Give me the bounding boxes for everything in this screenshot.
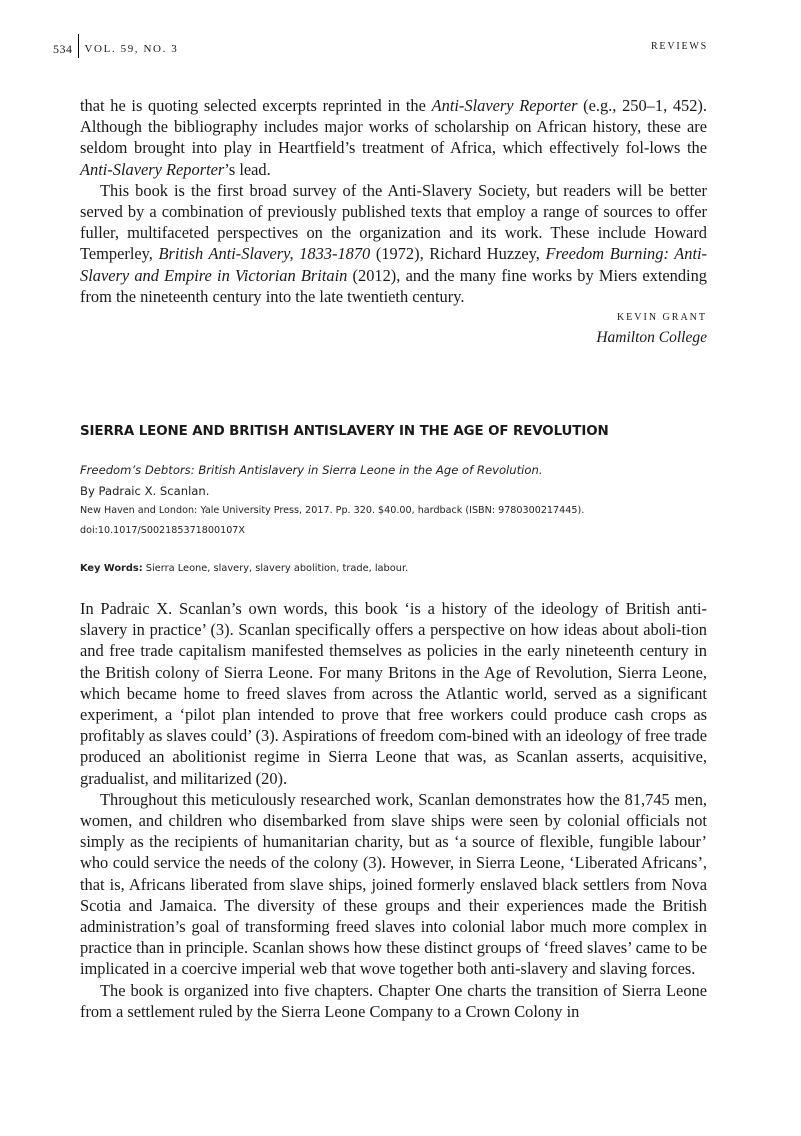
previous-review-body bbox=[80, 95, 707, 307]
running-head bbox=[53, 38, 708, 58]
running-head-left bbox=[53, 40, 178, 58]
previous-review-paragraph bbox=[80, 180, 707, 307]
text-run: (e.g., 250–1, 452). Although the bibliography includes major works of scholarship on African history, these are seldom brought into play in Heartfield’s treatment of Africa, which effectively fol-lows the bbox=[80, 96, 707, 158]
italic-title: British Anti-Slavery, 1833-1870 bbox=[158, 244, 371, 264]
reviewer-institution: Hamilton College bbox=[596, 329, 707, 346]
review-heading: SIERRA LEONE AND BRITISH ANTISLAVERY IN THE AGE OF REVOLUTION bbox=[80, 424, 609, 439]
text-run: that he is quoting selected excerpts reprinted in the bbox=[80, 96, 432, 115]
text-run: This book is the first broad survey of the Anti-Slavery Society, but readers will be better served by a combination of previously published texts that employ a range of sources to offer fuller, multifaceted perspectives on the organization and its work. These include Howard Temperley, bbox=[80, 180, 707, 264]
reviewer-name: KEVIN GRANT bbox=[616, 312, 707, 323]
previous-review-paragraph bbox=[80, 95, 707, 180]
review-paragraph: Throughout this meticulously researched work, Scanlan demonstrates how the 81,745 men, women, and children who disembarked from slave ships were seen by colonial officials not simply as the recipients of humanitarian charity, but as ‘a source of flexible, fungible labour’ who could service the needs of the colony (3). However, in Sierra Leone, ‘Liberated Africans’, that is, Africans liberated from slave ships, joined formerly enslaved black settlers from Nova Scotia and Jamaica. The diversity of these groups and their experiences made the British administration’s goal of transforming freed slaves into colonial labor much more complex in practice than in principle. Scanlan shows how these distinct groups of ‘freed slaves’ came to be implicated in a coercive imperial web that wove together both anti-slavery and slaving forces. bbox=[80, 789, 707, 979]
italic-title: Freedom Burning: Anti-Slavery and Empire in Victorian Britain bbox=[80, 244, 708, 285]
doi: doi:10.1017/S002185371800107X bbox=[80, 525, 245, 536]
text-run: ’s lead. bbox=[224, 159, 271, 179]
review-paragraph: In Padraic X. Scanlan’s own words, this book ‘is a history of the ideology of British anti-slavery in practice’ (3). Scanlan specifically offers a perspective on how ideas about aboli-tion and free trade capitalism manifested themselves as policies in the early nineteenth century in the British colony of Sierra Leone. For many Britons in the Age of Revolution, Sierra Leone, which became home to freed slaves from across the Atlantic world, served as a significant experiment, a ‘pilot plan intended to prove that free workers could produce cash crops as profitably as slaves could’ (3). Aspirations of freedom com-bined with an ideology of free trade produced an abolitionist regime in Sierra Leone that was, as Scanlan asserts, acquisitive, gradualist, and militarized (20). bbox=[80, 599, 707, 788]
review-paragraph: The book is organized into five chapters. Chapter One charts the transition of Sierra Leone from a settlement ruled by the Sierra Leone Company to a Crown Colony in bbox=[80, 980, 707, 1021]
reviewer-signature bbox=[80, 308, 707, 348]
book-author: By Padraic X. Scanlan. bbox=[80, 484, 210, 498]
keywords-list: Sierra Leone, slavery, slavery abolition, trade, labour. bbox=[145, 563, 409, 574]
keywords bbox=[80, 563, 408, 574]
book-title: Freedom’s Debtors: British Antislavery in Sierra Leone in the Age of Revolution. bbox=[80, 463, 543, 477]
italic-title: Anti-Slavery Reporter bbox=[431, 96, 578, 115]
keywords-label: Key Words: bbox=[80, 563, 143, 574]
volume-info: VOL. 59, NO. 3 bbox=[84, 43, 179, 55]
page-number: 534 bbox=[53, 41, 73, 56]
italic-title: Anti-Slavery Reporter bbox=[80, 159, 225, 179]
section-name: REVIEWS bbox=[650, 41, 708, 52]
text-run: (2012), and the many fine works by Miers extending from the nineteenth century into the late twentieth century. bbox=[80, 265, 707, 306]
publication-details: New Haven and London: Yale University Press, 2017. Pp. 320. $40.00, hardback (ISBN: 9780300217445). bbox=[80, 505, 585, 516]
review-body bbox=[80, 598, 707, 1022]
text-run: (1972), Richard Huzzey, bbox=[370, 244, 546, 264]
